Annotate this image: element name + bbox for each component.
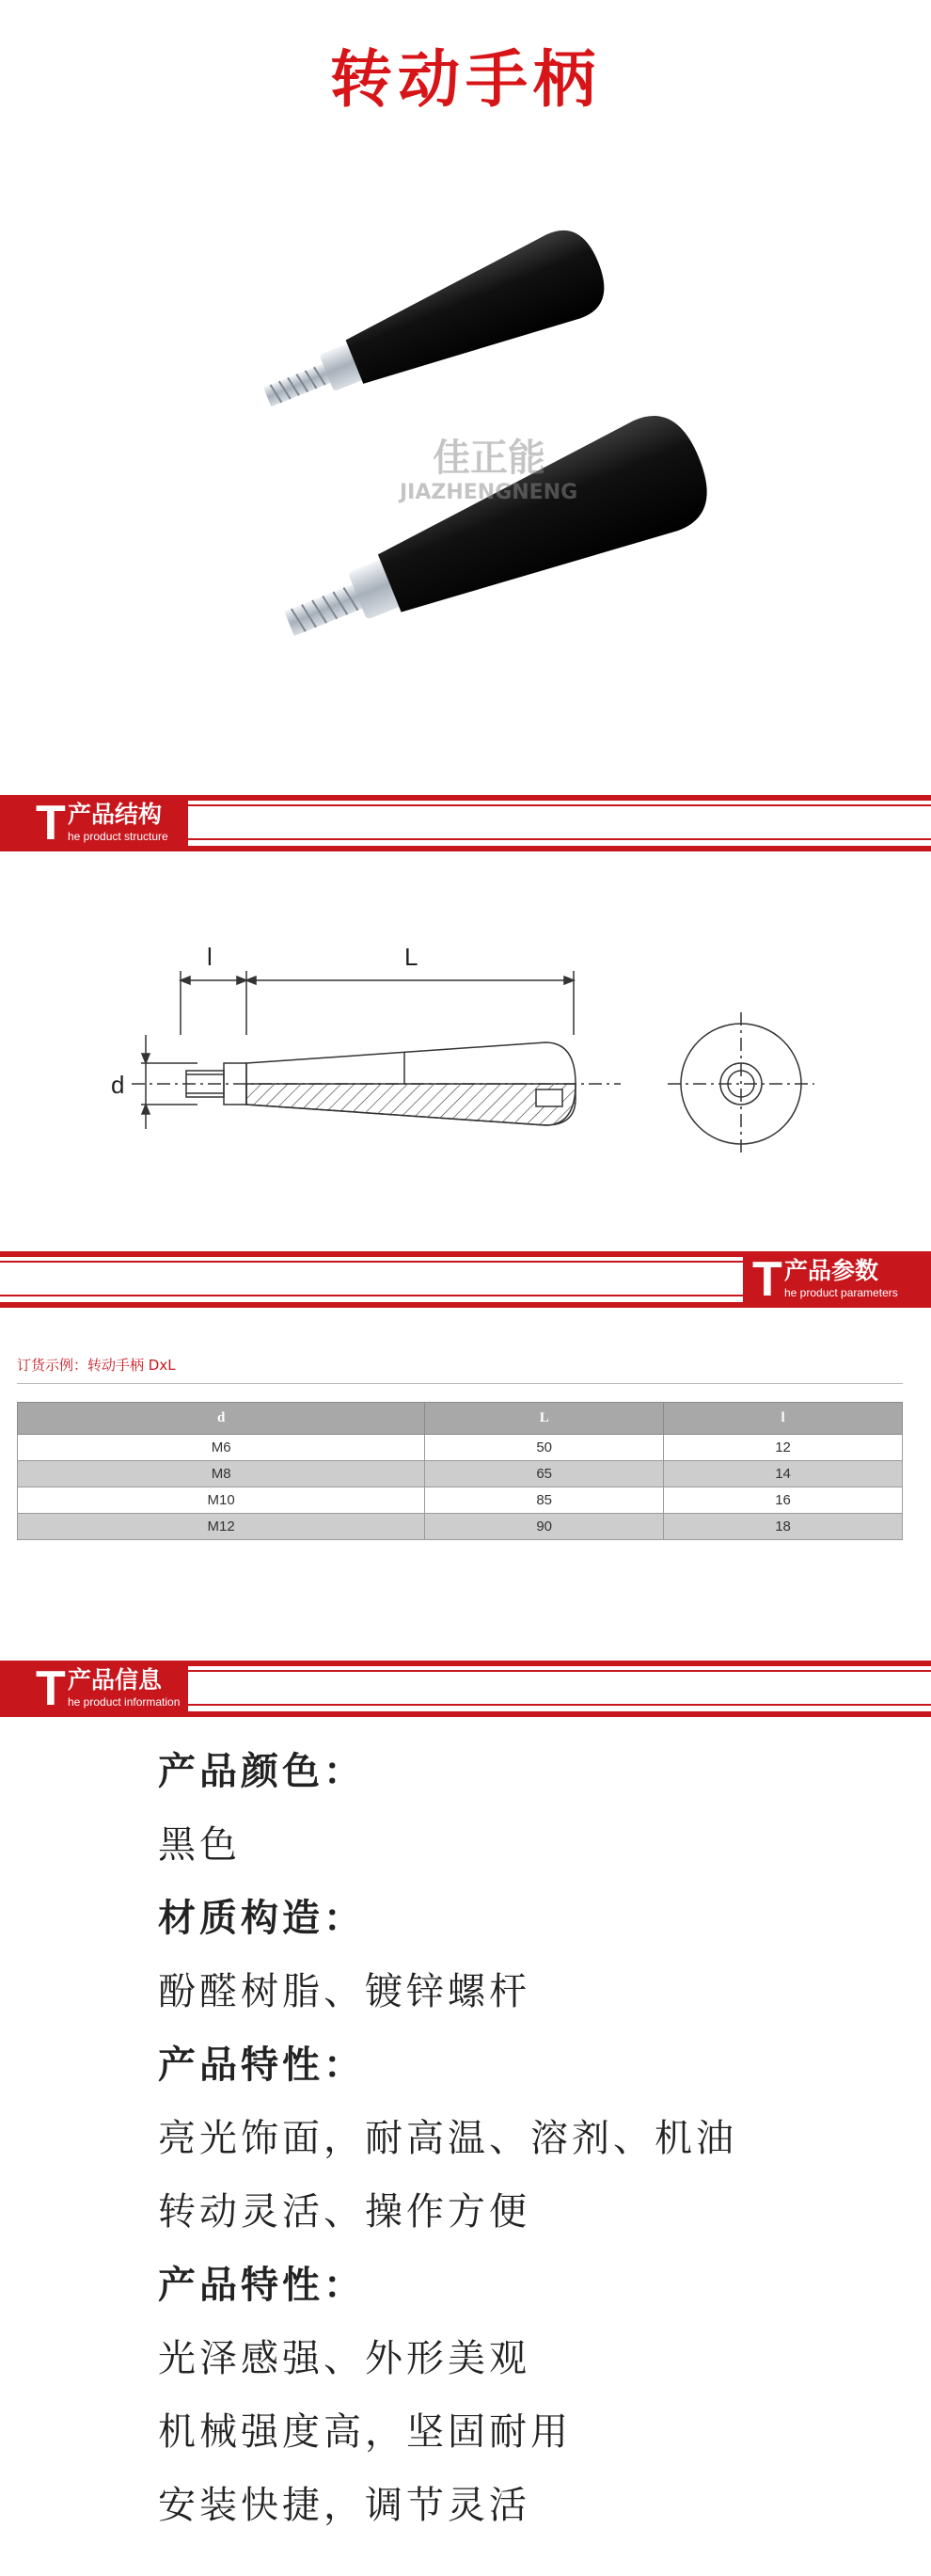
- table-row: [18, 1435, 903, 1461]
- cell-L: 50: [425, 1435, 664, 1461]
- info-feature-2a: 光泽感强、外形美观: [158, 2337, 530, 2380]
- banner-title-cn: 产品参数: [784, 1257, 879, 1284]
- banner-title-en: he product structure: [68, 830, 168, 843]
- cell-l: 16: [664, 1487, 903, 1514]
- info-material-value: 酚醛树脂、镀锌螺杆: [158, 1970, 530, 2013]
- info-color-heading: 产品颜色：: [158, 1750, 365, 1793]
- info-feature-heading-2: 产品特性：: [158, 2264, 365, 2307]
- watermark-cn: 佳正能: [433, 437, 545, 480]
- banner-initial: T: [36, 1662, 66, 1716]
- watermark-en: JIAZHENGNENG: [400, 481, 578, 504]
- banner-title-cn: 产品结构: [68, 801, 163, 828]
- table-row: [18, 1461, 903, 1487]
- banner-initial: T: [36, 796, 66, 851]
- divider: [17, 1383, 903, 1384]
- info-feature-1a: 亮光饰面，耐高温、溶剂、机油: [158, 2117, 737, 2160]
- dim-label-l: l: [207, 943, 213, 971]
- cell-d: M6: [18, 1435, 425, 1461]
- banner-title-cn: 产品信息: [68, 1666, 163, 1693]
- section-banner-information: [0, 1661, 931, 1717]
- col-header-L: L: [425, 1403, 664, 1435]
- cell-l: 12: [664, 1435, 903, 1461]
- dim-label-L: L: [404, 943, 418, 971]
- info-material-heading: 材质构造：: [158, 1897, 365, 1940]
- product-photo: [216, 179, 781, 743]
- col-header-d: d: [18, 1403, 425, 1435]
- info-feature-heading-1: 产品特性：: [158, 2043, 365, 2087]
- info-color-value: 黑色: [158, 1823, 241, 1867]
- dim-label-d: d: [111, 1071, 125, 1099]
- handle-upper: [250, 220, 615, 438]
- structure-diagram: [94, 931, 846, 1176]
- page-title: 转动手柄: [330, 43, 601, 116]
- cell-L: 90: [425, 1514, 664, 1540]
- col-header-l: l: [664, 1403, 903, 1435]
- info-feature-1b: 转动灵活、操作方便: [158, 2190, 530, 2234]
- cell-l: 18: [664, 1514, 903, 1540]
- order-example: 订货示例：转动手柄 DxL: [17, 1357, 176, 1374]
- cell-d: M12: [18, 1514, 425, 1540]
- section-banner-parameters: [0, 1251, 931, 1308]
- banner-initial: T: [752, 1252, 782, 1307]
- cell-d: M10: [18, 1487, 425, 1514]
- parameters-table: [17, 1402, 903, 1540]
- cell-L: 65: [425, 1461, 664, 1487]
- cell-L: 85: [425, 1487, 664, 1514]
- banner-title-en: he product parameters: [784, 1286, 898, 1299]
- info-feature-2c: 安装快捷，调节灵活: [158, 2484, 530, 2527]
- cell-l: 14: [664, 1461, 903, 1487]
- info-feature-2b: 机械强度高，坚固耐用: [158, 2410, 572, 2454]
- banner-title-en: he product information: [68, 1695, 181, 1709]
- section-banner-structure: [0, 795, 931, 851]
- table-row: [18, 1487, 903, 1514]
- cell-d: M8: [18, 1461, 425, 1487]
- table-row: [18, 1514, 903, 1540]
